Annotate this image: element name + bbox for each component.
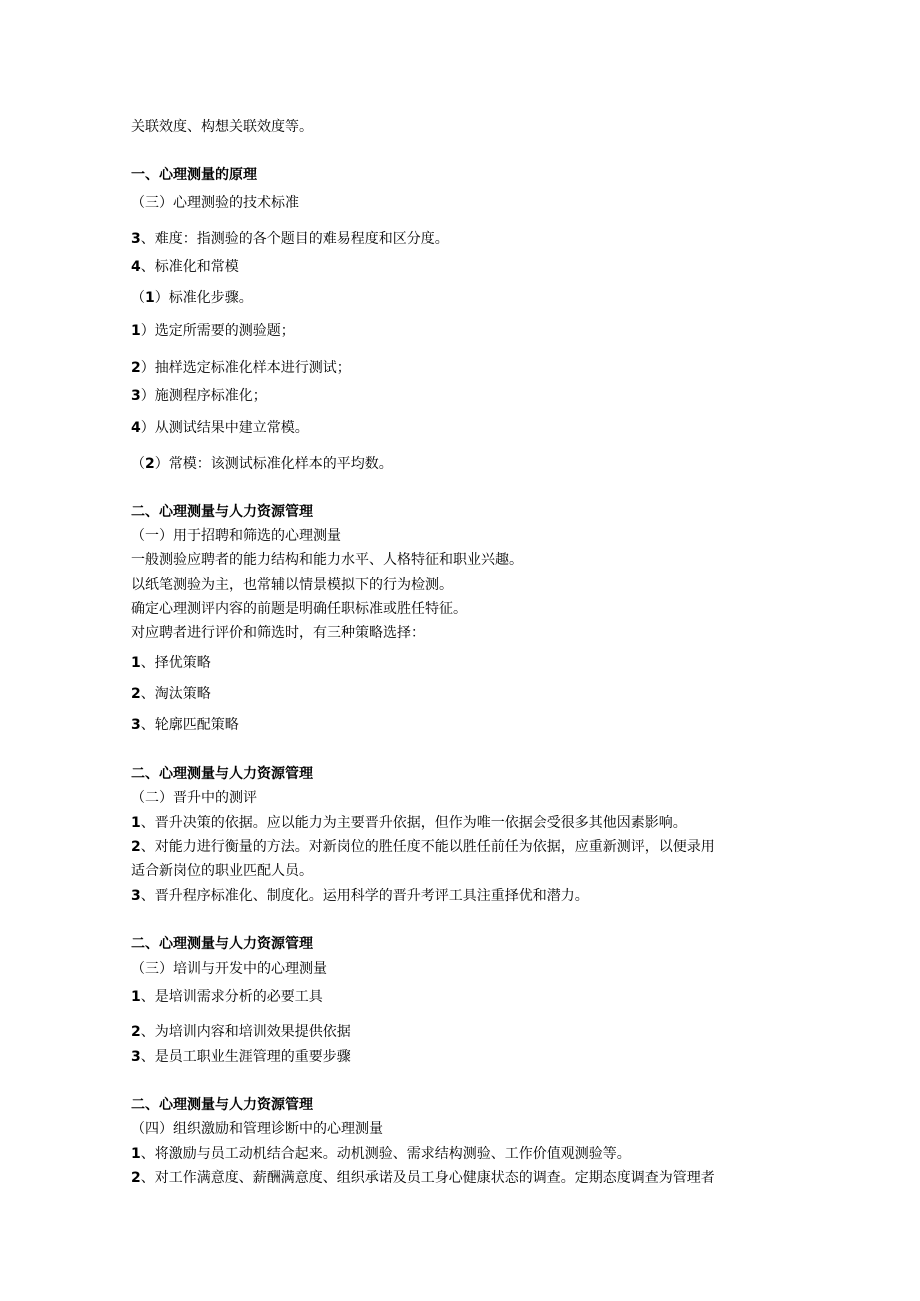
item-text: 、晋升决策的依据。应以能力为主要晋升依据，但作为唯一依据会受很多其他因素影响。 [140,815,687,831]
section1-item-3 [131,230,781,248]
item-number: 2 [131,360,141,376]
item-text: 、淘汰策略 [140,686,211,702]
item-text: 、将激励与员工动机结合起来。动机测验、需求结构测验、工作价值观测验等。 [140,1146,631,1162]
section2-heading: 二、心理测量与人力资源管理 [131,504,313,520]
item-text: 、标准化和常模 [140,259,239,275]
section3-item-2-continued [131,862,781,880]
section3-item-1 [131,814,781,832]
section4-subheading: （三）培训与开发中的心理测量 [131,961,327,977]
item-number: 1 [131,1146,141,1162]
item-number: 2 [131,1024,141,1040]
section4-item-3 [131,1048,781,1066]
section2-paragraph-4: 对应聘者进行评价和筛选时，有三种策略选择： [131,625,425,641]
section2-item-3 [131,716,781,734]
item-text: 、对工作满意度、薪酬满意度、组织承诺及员工身心健康状态的调查。定期态度调查为管理者 [140,1170,715,1186]
item-text: ）标准化步骤。 [154,290,253,306]
item-number: 3 [131,231,141,247]
section1-step-2 [131,359,781,377]
item-number: 4 [131,259,141,275]
item-number: 1 [131,655,141,671]
section3-heading: 二、心理测量与人力资源管理 [131,766,313,782]
item-number: 4 [131,420,141,436]
section1-heading: 一、心理测量的原理 [131,167,257,183]
section3-subheading: （二）晋升中的测评 [131,790,257,806]
section2-paragraph-1: 一般测验应聘者的能力结构和能力水平、人格特征和职业兴趣。 [131,552,523,568]
section1-item-4 [131,258,781,276]
item-text: ）从测试结果中建立常模。 [140,420,309,436]
section1-step-1 [131,322,781,340]
item-prefix: （ [131,290,145,306]
item-text: 、是培训需求分析的必要工具 [140,989,323,1005]
item-text: 、轮廓匹配策略 [140,717,239,733]
item-number: 2 [131,1170,141,1186]
section1-sub2 [131,455,781,473]
section4-item-1 [131,988,781,1006]
item-text: 、择优策略 [140,655,211,671]
item-prefix: （ [131,456,145,472]
item-number: 1 [131,815,141,831]
item-text: 、晋升程序标准化、制度化。运用科学的晋升考评工具注重择优和潜力。 [140,888,589,904]
item-number: 3 [131,1049,141,1065]
item-number: 2 [145,456,155,472]
section1-step-3 [131,387,781,405]
section2-item-2 [131,685,781,703]
item-text: 、为培训内容和培训效果提供依据 [140,1024,351,1040]
section2-subheading: （一）用于招聘和筛选的心理测量 [131,528,341,544]
section4-heading: 二、心理测量与人力资源管理 [131,936,313,952]
section3-item-2 [131,838,781,856]
section5-heading: 二、心理测量与人力资源管理 [131,1097,313,1113]
item-number: 2 [131,686,141,702]
section4-item-2 [131,1023,781,1041]
section3-item-3 [131,887,781,905]
item-text: 、难度：指测验的各个题目的难易程度和区分度。 [140,231,449,247]
item-text: ）抽样选定标准化样本进行测试； [140,360,351,376]
item-text: 适合新岗位的职业匹配人员。 [131,863,313,879]
item-number: 3 [131,388,141,404]
section1-step-4 [131,419,781,437]
section2-paragraph-2: 以纸笔测验为主，也常辅以情景模拟下的行为检测。 [131,577,453,593]
section5-item-1 [131,1145,781,1163]
section2-paragraph-3: 确定心理测评内容的前题是明确任职标准或胜任特征。 [131,601,467,617]
item-text: ）施测程序标准化； [140,388,267,404]
item-number: 3 [131,717,141,733]
item-number: 3 [131,888,141,904]
intro-text: 关联效度、构想关联效度等。 [131,119,313,135]
section1-subheading: （三）心理测验的技术标准 [131,195,299,211]
section2-item-1 [131,654,781,672]
item-number: 2 [131,839,141,855]
item-text: ）选定所需要的测验题； [140,323,295,339]
item-text: 、对能力进行衡量的方法。对新岗位的胜任度不能以胜任前任为依据，应重新测评，以便录用 [140,839,715,855]
section5-subheading: （四）组织激励和管理诊断中的心理测量 [131,1121,383,1137]
item-number: 1 [131,323,141,339]
item-number: 1 [145,290,155,306]
item-number: 1 [131,989,141,1005]
section1-sub1 [131,289,781,307]
item-text: ）常模：该测试标准化样本的平均数。 [154,456,393,472]
item-text: 、是员工职业生涯管理的重要步骤 [140,1049,351,1065]
section5-item-2 [131,1169,781,1187]
